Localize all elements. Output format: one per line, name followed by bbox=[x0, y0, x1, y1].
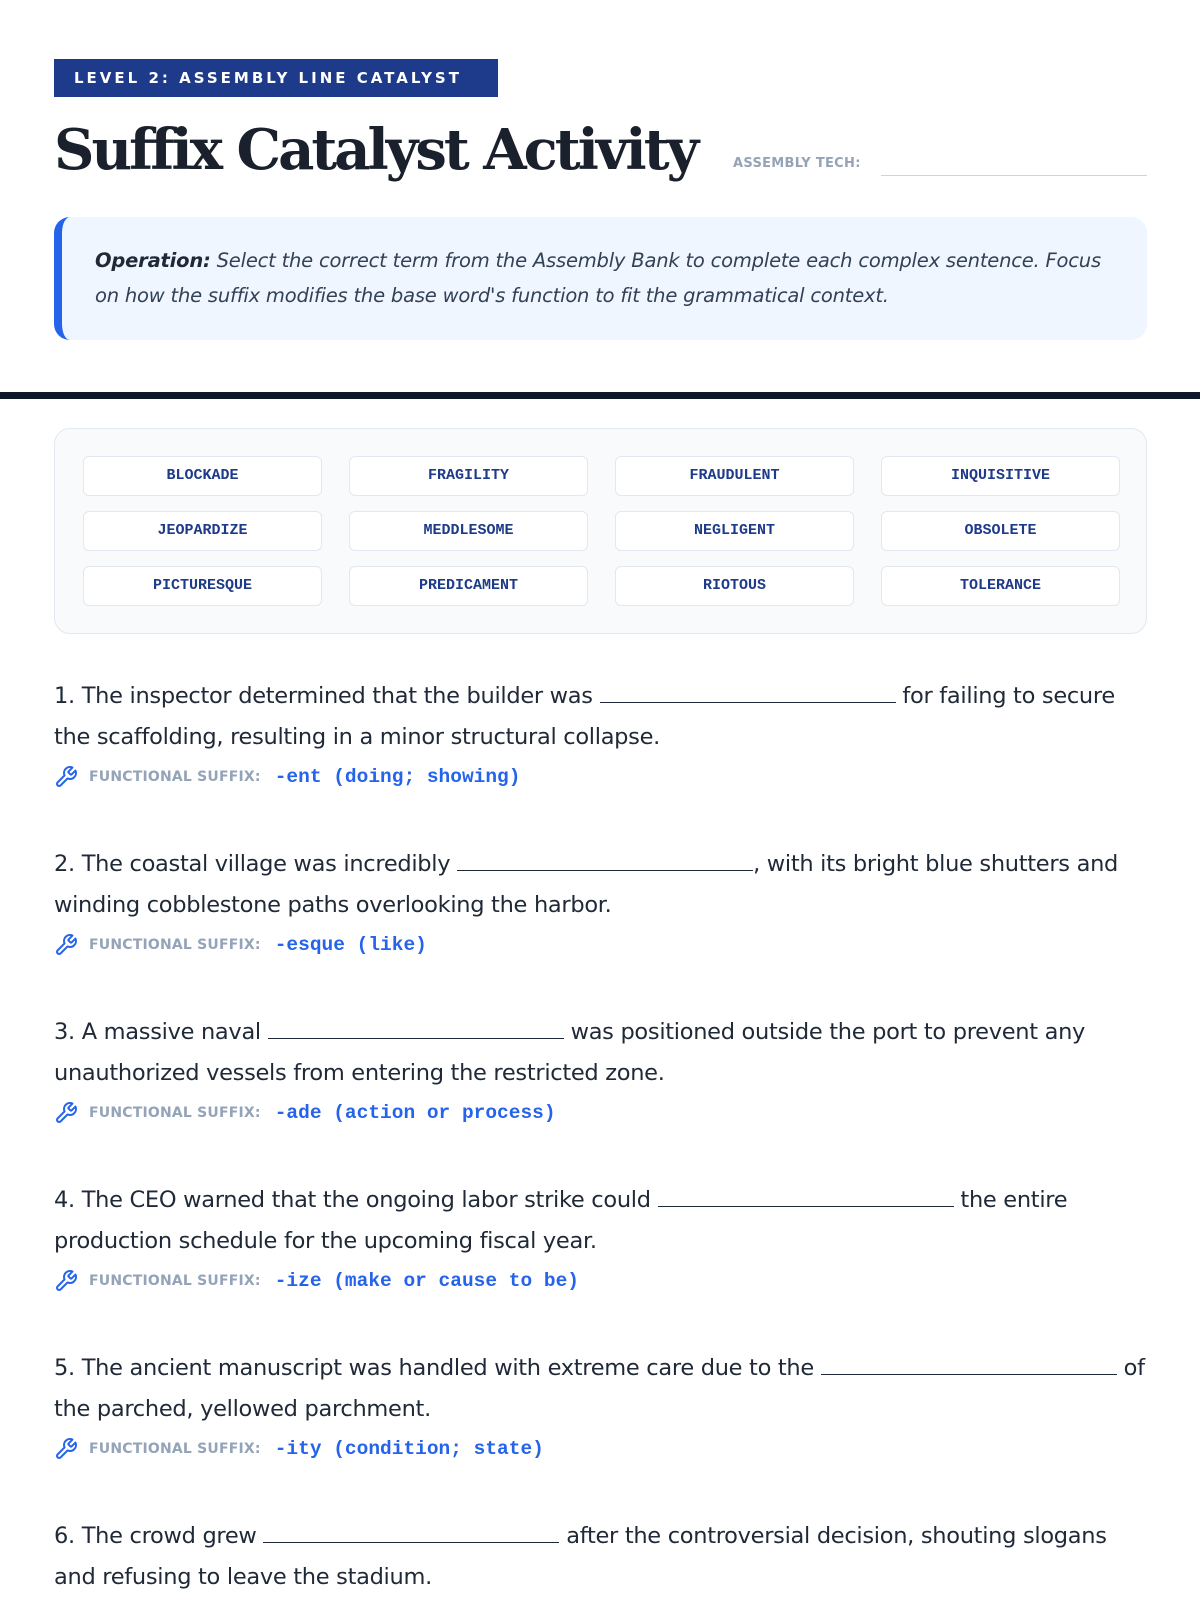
question-text-before: 5. The ancient manuscript was handled with extreme care due to the bbox=[54, 1355, 821, 1381]
assembly-tech-field[interactable] bbox=[881, 175, 1147, 176]
question-text-before: 1. The inspector determined that the builder was bbox=[54, 683, 600, 709]
functional-suffix-label: FUNCTIONAL SUFFIX: bbox=[89, 769, 261, 785]
assembly-bank bbox=[54, 428, 1147, 634]
functional-suffix-label: FUNCTIONAL SUFFIX: bbox=[89, 1273, 261, 1289]
question-item bbox=[54, 676, 1154, 844]
wrench-icon bbox=[54, 1437, 78, 1461]
wrench-icon bbox=[54, 1269, 78, 1293]
question-list bbox=[54, 676, 1154, 1600]
word-chip[interactable]: BLOCKADE bbox=[83, 456, 322, 496]
section-divider bbox=[0, 392, 1200, 399]
functional-suffix-hint bbox=[54, 1268, 1154, 1294]
functional-suffix-label: FUNCTIONAL SUFFIX: bbox=[89, 1441, 261, 1457]
functional-suffix-hint bbox=[54, 932, 1154, 958]
question-text bbox=[54, 1012, 1154, 1094]
functional-suffix-value: -ize (make or cause to be) bbox=[274, 1270, 579, 1292]
question-item bbox=[54, 1348, 1154, 1516]
word-chip[interactable]: JEOPARDIZE bbox=[83, 511, 322, 551]
question-text-after: of the parched, yellowed parchment. bbox=[54, 1355, 1145, 1422]
question-text-before: 6. The crowd grew bbox=[54, 1523, 264, 1549]
functional-suffix-value: -ent (doing; showing) bbox=[274, 766, 521, 788]
word-chip[interactable]: OBSOLETE bbox=[881, 511, 1120, 551]
question-text bbox=[54, 844, 1154, 926]
word-chip[interactable]: NEGLIGENT bbox=[615, 511, 854, 551]
answer-blank[interactable] bbox=[600, 701, 896, 703]
page-title: Suffix Catalyst Activity bbox=[54, 117, 697, 183]
assembly-tech-label: ASSEMBLY TECH: bbox=[733, 156, 861, 171]
wrench-icon bbox=[54, 765, 78, 789]
question-text-before: 4. The CEO warned that the ongoing labor strike could bbox=[54, 1187, 658, 1213]
question-text bbox=[54, 1516, 1154, 1598]
functional-suffix-label: FUNCTIONAL SUFFIX: bbox=[89, 1105, 261, 1121]
question-text-after: , with its bright blue shutters and winding cobblestone paths overlooking the harbor. bbox=[54, 851, 1119, 918]
word-chip[interactable]: INQUISITIVE bbox=[881, 456, 1120, 496]
wrench-icon bbox=[54, 1101, 78, 1125]
question-item bbox=[54, 1180, 1154, 1348]
question-item bbox=[54, 1516, 1154, 1600]
answer-blank[interactable] bbox=[658, 1205, 954, 1207]
word-chip[interactable]: PICTURESQUE bbox=[83, 566, 322, 606]
wrench-icon bbox=[54, 933, 78, 957]
answer-blank[interactable] bbox=[268, 1037, 564, 1039]
word-chip[interactable]: RIOTOUS bbox=[615, 566, 854, 606]
question-text-after: after the controversial decision, shouting slogans and refusing to leave the stadium. bbox=[54, 1523, 1107, 1590]
question-text-after: was positioned outside the port to prevent any unauthorized vessels from entering the restricted zone. bbox=[54, 1019, 1086, 1086]
word-chip[interactable]: MEDDLESOME bbox=[349, 511, 588, 551]
question-item bbox=[54, 1012, 1154, 1180]
word-chip[interactable]: PREDICAMENT bbox=[349, 566, 588, 606]
functional-suffix-value: -ity (condition; state) bbox=[274, 1438, 544, 1460]
question-text-after: for failing to secure the scaffolding, resulting in a minor structural collapse. bbox=[54, 683, 1115, 750]
question-text-after: the entire production schedule for the upcoming fiscal year. bbox=[54, 1187, 1068, 1254]
answer-blank[interactable] bbox=[457, 869, 753, 871]
question-text bbox=[54, 1348, 1154, 1430]
functional-suffix-value: -esque (like) bbox=[274, 934, 427, 956]
functional-suffix-hint bbox=[54, 1436, 1154, 1462]
functional-suffix-hint bbox=[54, 1100, 1154, 1126]
question-text bbox=[54, 1180, 1154, 1262]
answer-blank[interactable] bbox=[821, 1373, 1117, 1375]
question-text bbox=[54, 676, 1154, 758]
word-bank-grid bbox=[83, 456, 1120, 606]
answer-blank[interactable] bbox=[263, 1541, 559, 1543]
word-chip[interactable]: FRAGILITY bbox=[349, 456, 588, 496]
functional-suffix-value: -ade (action or process) bbox=[274, 1102, 556, 1124]
operation-instructions bbox=[54, 217, 1147, 340]
question-text-before: 2. The coastal village was incredibly bbox=[54, 851, 458, 877]
operation-label: Operation: bbox=[95, 249, 211, 272]
question-item bbox=[54, 844, 1154, 1012]
question-text-before: 3. A massive naval bbox=[54, 1019, 268, 1045]
word-chip[interactable]: TOLERANCE bbox=[881, 566, 1120, 606]
word-chip[interactable]: FRAUDULENT bbox=[615, 456, 854, 496]
functional-suffix-hint bbox=[54, 764, 1154, 790]
functional-suffix-label: FUNCTIONAL SUFFIX: bbox=[89, 937, 261, 953]
level-badge: LEVEL 2: ASSEMBLY LINE CATALYST bbox=[54, 59, 498, 97]
operation-text: Select the correct term from the Assembly Bank to complete each complex sentence. Focus on how the suffix modifies the base word's function to fit the grammatical context. bbox=[95, 249, 1101, 307]
